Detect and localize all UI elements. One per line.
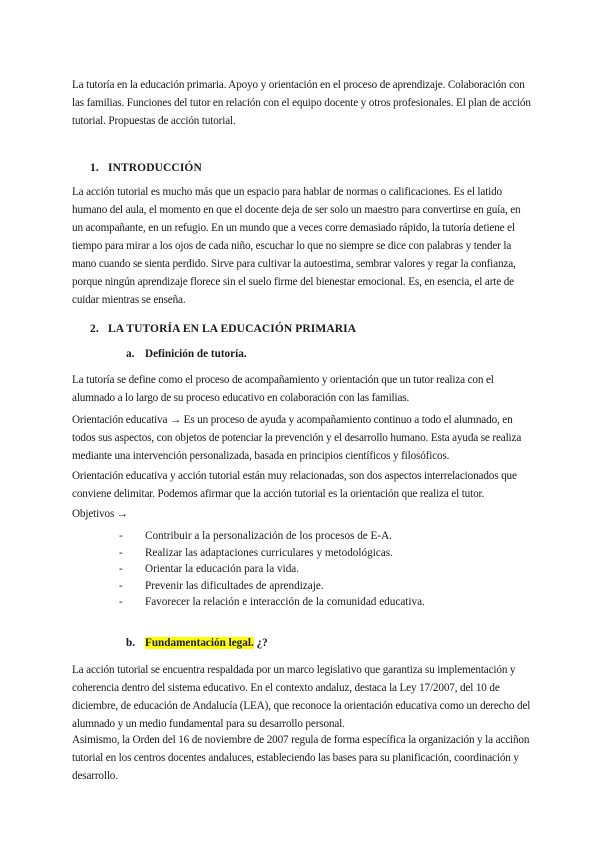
relacion-paragraph: Orientación educativa y acción tutorial están muy relacionadas, son dos aspectos interrelacionados que conviene delimitar. Podemos afirmar que la acción tutorial es la orientación que realiza el tutor. <box>72 470 517 500</box>
section-2-heading <box>90 323 356 335</box>
legal-paragraph-2: Asimismo, la Orden del 16 de noviembre de 2007 regula de forma específica la organización y la acciñon tutorial en los centros docentes andaluces, estableciendo las bases para su planificación, coordinación y desarrollo. <box>72 734 530 782</box>
subsection-b-letter: b. <box>126 637 136 649</box>
subsection-a-title: Definición de tutoría. <box>145 348 247 360</box>
list-item <box>119 545 425 562</box>
list-item <box>119 578 425 595</box>
objetivos-list <box>119 528 425 611</box>
section-2-number: 2. <box>90 323 99 335</box>
list-item <box>119 594 425 611</box>
objetivo-text: Prevenir las dificultades de aprendizaje. <box>145 579 324 592</box>
list-item <box>119 561 425 578</box>
section-1-title: INTRODUCCIÓN <box>108 162 202 174</box>
highlighted-legal-title: Fundamentación legal. <box>145 637 254 649</box>
bullet-dash: - <box>119 546 123 559</box>
section-1-heading <box>90 162 202 174</box>
orientacion-paragraph: Orientación educativa → Es un proceso de ayuda y acompañamiento continuo a todo el alumnado, en todos sus aspectos, con objetos de potenciar la prevención y el desarrollo humano. Esta ayuda se realiza mediante una intervención personalizada, basada en principios científicos y filosóficos. <box>72 414 522 462</box>
subsection-a-letter: a. <box>126 348 135 360</box>
bullet-dash: - <box>119 579 123 592</box>
legal-paragraph-1: La acción tutorial se encuentra respaldada por un marco legislativo que garantiza su implementación y coherencia dentro del sistema educativo. En el contexto andaluz, destaca la Ley 17/2007, del 10 de diciembre, de educación de Andalucía (LEA), que reconoce la orientación educativa como un derecho del alumnado y un medio fundamental para su desarrollo personal. <box>72 664 531 730</box>
bullet-dash: - <box>119 596 123 609</box>
bullet-dash: - <box>119 530 123 542</box>
intro-paragraph: La acción tutorial es mucho más que un espacio para hablar de normas o calificaciones. Es el latido humano del aula, el momento en que el docente deja de ser solo un maestro para convertirse en guía, en un acompañante, en un refugio. En un mundo que a veces corre demasiado rápido, la tutoría detiene el tiempo para mirar a los ojos de cada niño, escuchar lo que no siempre se dice con palabras y tender la mano cuando se sienta perdido. Sirve para cultivar la autoestima, sembrar valores y regar la confianza, porque ningún aprendizaje florece sin el suelo firme del bienestar emocional. Es, en esencia, el arte de cuidar mientras se enseña. <box>72 186 521 306</box>
objetivo-text: Contribuir a la personalización de los procesos de E-A. <box>145 530 392 542</box>
document-topic-block: La tutoría en la educación primaria. Apoyo y orientación en el proceso de aprendizaje. Colaboración con las familias. Funciones del tutor en relación con el equipo docente y otros profesionales. El plan de acción tutorial. Propuestas de acción tutorial. <box>72 79 531 127</box>
section-1-number: 1. <box>90 162 99 174</box>
objetivo-text: Favorecer la relación e interacción de la comunidad educativa. <box>145 596 425 609</box>
subsection-b-heading <box>126 637 268 649</box>
subsection-a-heading <box>126 348 247 360</box>
objetivo-text: Realizar las adaptaciones curriculares y metodológicas. <box>145 546 393 559</box>
definition-paragraph: La tutoría se define como el proceso de acompañamiento y orientación que un tutor realiza con el alumnado a lo largo de su proceso educativo en colaboración con las familias. <box>72 374 494 404</box>
list-item <box>119 528 425 545</box>
bullet-dash: - <box>119 563 123 576</box>
legal-title-suffix: ¿? <box>253 637 268 649</box>
section-2-title: LA TUTORÍA EN LA EDUCACIÓN PRIMARIA <box>108 323 357 335</box>
objetivos-label: Objetivos → <box>72 508 128 520</box>
objetivo-text: Orientar la educación para la vida. <box>145 563 300 576</box>
